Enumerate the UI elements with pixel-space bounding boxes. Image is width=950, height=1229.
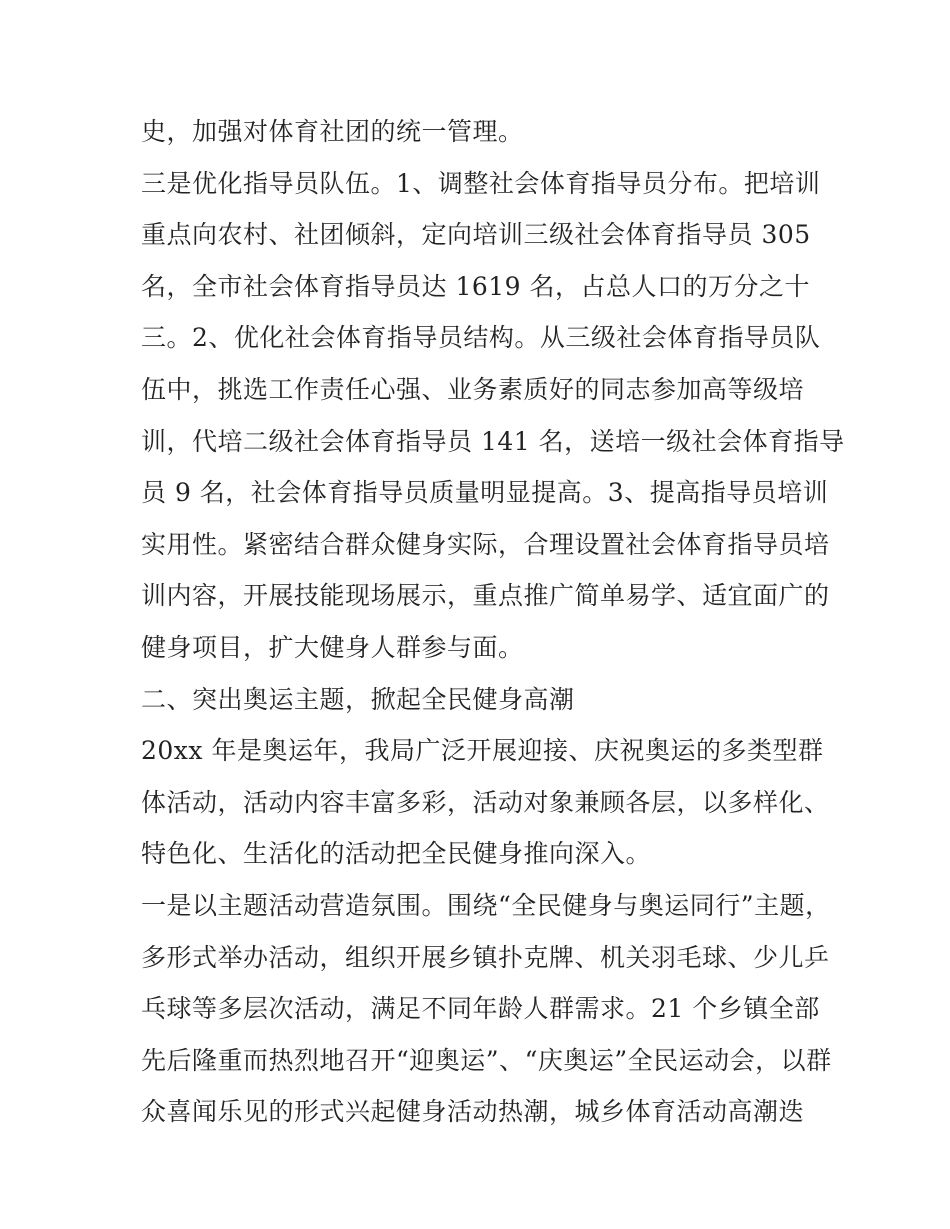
text-line: 体活动，活动内容丰富多彩，活动对象兼顾各层，以多样化、 — [141, 787, 830, 817]
text-line: 伍中，挑选工作责任心强、业务素质好的同志参加高等级培 — [141, 374, 805, 404]
section-heading: 二、突出奥运主题，掀起全民健身高潮 — [141, 684, 575, 714]
text-line: 实用性。紧密结合群众健身实际，合理设置社会体育指导员培 — [141, 529, 830, 559]
text-line: 训，代培二级社会体育指导员 141 名，送培一级社会体育指导 — [141, 426, 845, 456]
text-line: 员 9 名，社会体育指导员质量明显提高。3、提高指导员培训 — [141, 478, 829, 508]
text-line: 史，加强对体育社团的统一管理。 — [141, 117, 524, 146]
text-line: 名，全市社会体育指导员达 1619 名，占总人口的万分之十 — [141, 271, 811, 301]
text-line: 众喜闻乐见的形式兴起健身活动热潮，城乡体育活动高潮迭 — [141, 1097, 805, 1127]
text-line: 20xx 年是奥运年，我局广泛开展迎接、庆祝奥运的多类型群 — [141, 736, 824, 766]
text-line: 健身项目，扩大健身人群参与面。 — [141, 632, 524, 662]
text-line: 三是优化指导员队伍。1、调整社会体育指导员分布。把培训 — [141, 168, 821, 198]
text-line: 训内容，开展技能现场展示，重点推广简单易学、适宜面广的 — [141, 581, 830, 611]
text-line: 特色化、生活化的活动把全民健身推向深入。 — [141, 839, 652, 869]
text-line: 先后隆重而热烈地召开“迎奥运”、“庆奥运”全民运动会，以群 — [141, 1045, 832, 1075]
text-line: 一是以主题活动营造氛围。围绕“全民健身与奥运同行”主题， — [141, 890, 831, 920]
body-text — [141, 106, 845, 1138]
text-line: 多形式举办活动，组织开展乡镇扑克牌、机关羽毛球、少儿乒 — [141, 942, 830, 972]
text-line: 三。2、优化社会体育指导员结构。从三级社会体育指导员队 — [141, 323, 821, 353]
text-line: 重点向农村、社团倾斜，定向培训三级社会体育指导员 305 — [141, 220, 811, 250]
text-line: 乓球等多层次活动，满足不同年龄人群需求。21 个乡镇全部 — [141, 994, 820, 1024]
